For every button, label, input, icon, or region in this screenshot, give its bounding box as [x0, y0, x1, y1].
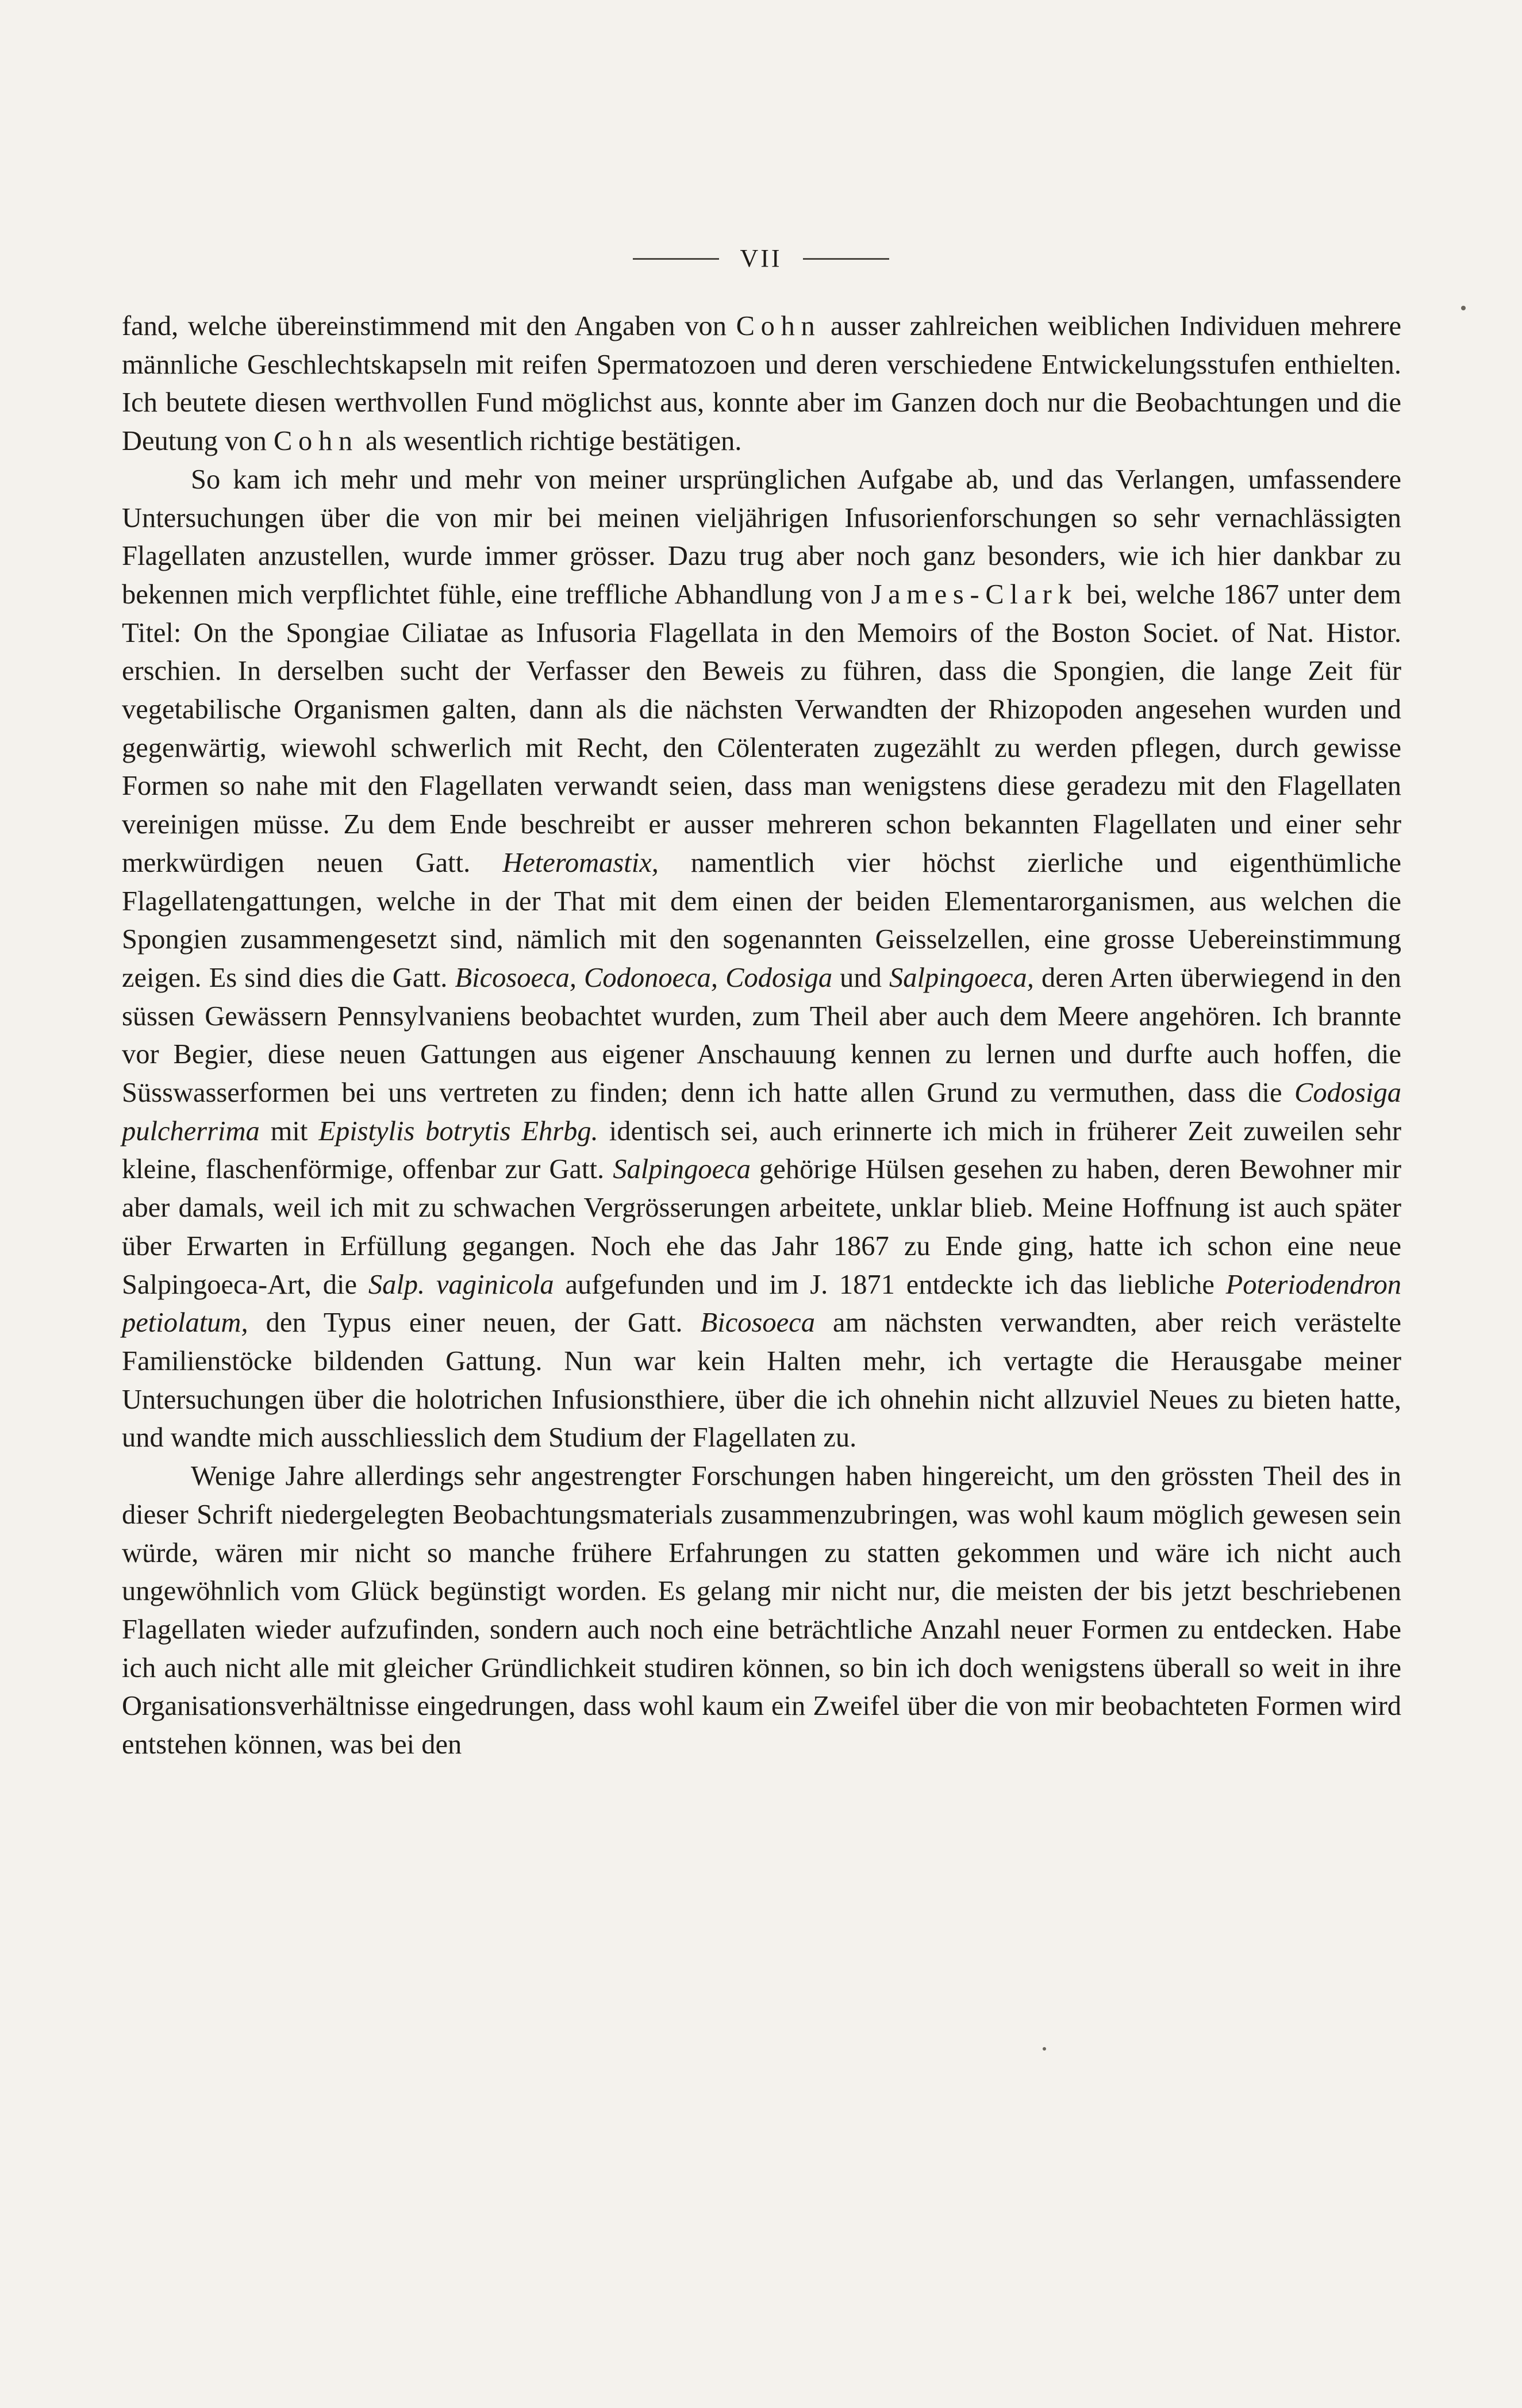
print-speck-bottom [1043, 2047, 1046, 2051]
italic-term: Codosiga pulcherrima [122, 1078, 1401, 1147]
text-run: den Typus einer neuen, der Gatt. [248, 1307, 701, 1338]
text-run: gehörige Hülsen gesehen zu haben, deren Bewohner mir aber damals, weil ich mit zu schwachen Vergrösserungen arbeitete, unklar blieb. Meine Hoffnung ist auch später über Erwarten in Erfüllung gegangen. Noch ehe das Jahr 1867 zu Ende ging, hatte ich schon eine neue Salpingoeca-Art, die [122, 1154, 1401, 1300]
body-text [122, 307, 1401, 1764]
header-rule-right [803, 258, 889, 260]
italic-term: Heteromastix, [502, 847, 659, 878]
author-name: Cohn [736, 311, 821, 341]
author-name: James-Clark [871, 579, 1078, 610]
print-speck-top-right [1461, 306, 1466, 310]
text-run: fand, welche übereinstimmend mit den Angaben von [122, 311, 736, 341]
text-run: aufgefunden und im J. 1871 entdeckte ich das liebliche [554, 1269, 1226, 1300]
text-run: So kam ich mehr und mehr von meiner ursprünglichen Aufgabe ab, und das Verlangen, umfassendere Untersuchungen über die von mir bei meinen vieljährigen Infusorienforschungen so sehr vernachlässigten Flagellaten anzustellen, wurde immer grösser. Dazu trug aber noch ganz besonders, wie ich hier dankbar zu bekennen mich verpflichtet fühle, eine treffliche Abhandlung von [122, 464, 1401, 610]
italic-term: Salp. vaginicola [368, 1269, 554, 1300]
text-run: deren Arten überwiegend in den süssen Gewässern Pennsylvaniens beobachtet wurden, zum Theil aber auch dem Meere angehören. Ich brannte vor Begier, diese neuen Gattungen aus eigener Anschauung kennen zu lernen und durfte auch hoffen, die Süsswasserformen bei uns vertreten zu finden; denn ich hatte allen Grund zu vermuthen, dass die [122, 962, 1401, 1109]
italic-term: Salpingoeca, [889, 962, 1034, 993]
text-run: und [832, 962, 890, 993]
text-run: identisch sei, auch erinnerte ich mich in früherer Zeit zuweilen sehr kleine, flaschenförmige, offenbar zur Gatt. [122, 1115, 1402, 1185]
text-run: bei, welche 1867 unter dem Titel: On the Spongiae Ciliatae as Infusoria Flagellata in den Memoirs of the Boston Societ. of Nat. Histor. erschien. In derselben sucht der Verfasser den Beweis zu führen, dass die Spongien, die lange Zeit für vegetabilische Organismen galten, dann als die nächsten Verwandten der Rhizopoden angesehen wurden und gegenwärtig, wiewohl schwerlich mit Recht, den Cölenteraten zugezählt zu werden pflegen, durch gewisse Formen so nahe mit den Flagellaten verwandt seien, dass man wenigstens diese geradezu mit den Flagellaten vereinigen müsse. Zu dem Ende beschreibt er ausser mehreren schon bekannten Flagellaten und einer sehr merkwürdigen neuen Gatt. [122, 579, 1401, 878]
italic-term: Salpingoeca [613, 1154, 751, 1185]
text-run: namentlich vier höchst zierliche und eigenthümliche Flagellatengattungen, welche in der That mit dem einen der beiden Elementarorganismen, aus welchen die Spongien zusammengesetzt sind, nämlich mit den sogenannten Geisselzellen, eine grosse Uebereinstimmung zeigen. Es sind dies die Gatt. [122, 847, 1401, 993]
text-run: ausser zahlreichen weiblichen Individuen mehrere männliche Geschlechtskapseln mit reifen Spermatozoen und deren verschiedene Entwickelungsstufen enthielten. Ich beutete diesen werthvollen Fund möglichst aus, konnte aber im Ganzen doch nur die Beobachtungen und die Deutung von [122, 311, 1402, 457]
page-number: VII [740, 244, 782, 272]
text-run: als wesentlich richtige bestätigen. [358, 426, 742, 457]
italic-term: Bicosoeca [700, 1307, 815, 1338]
paragraph-2 [122, 461, 1401, 1457]
text-run: mit [259, 1115, 319, 1147]
text-run: Wenige Jahre allerdings sehr angestrengter Forschungen haben hingereicht, um den grössten Theil des in dieser Schrift niedergelegten Beobachtungsmaterials zusammenzubringen, was wohl kaum möglich gewesen sein würde, wären mir nicht so manche frühere Erfahrungen zu statten gekommen und wäre ich nicht auch ungewöhnlich vom Glück begünstigt worden. Es gelang mir nicht nur, die meisten der bis jetzt beschriebenen Flagellaten wieder aufzufinden, sondern auch noch eine beträchtliche Anzahl neuer Formen zu entdecken. Habe ich auch nicht alle mit gleicher Gründlichkeit studiren können, so bin ich doch wenigstens überall so weit in ihre Organisationsverhältnisse eingedrungen, dass wohl kaum ein Zweifel über die von mir beobachteten Formen wird entstehen können, was bei den [122, 1461, 1401, 1760]
paragraph-3 [122, 1457, 1401, 1764]
italic-term: Poteriodendron petiolatum, [122, 1269, 1401, 1338]
text-run: am nächsten verwandten, aber reich verästelte Familienstöcke bildenden Gattung. Nun war kein Halten mehr, ich vertagte die Herausgabe meiner Untersuchungen über die holotrichen Infusionsthiere, über die ich ohnehin nicht allzuviel Neues zu bieten hatte, und wandte mich ausschliesslich dem Studium der Flagellaten zu. [122, 1307, 1401, 1453]
italic-term: Bicosoeca, Codonoeca, Codosiga [455, 962, 833, 993]
header-rule-left [633, 258, 719, 260]
author-name: Cohn [274, 426, 359, 457]
page-header [0, 241, 1522, 276]
paragraph-1 [122, 307, 1401, 461]
italic-term: Epistylis botrytis Ehrbg. [318, 1115, 598, 1147]
